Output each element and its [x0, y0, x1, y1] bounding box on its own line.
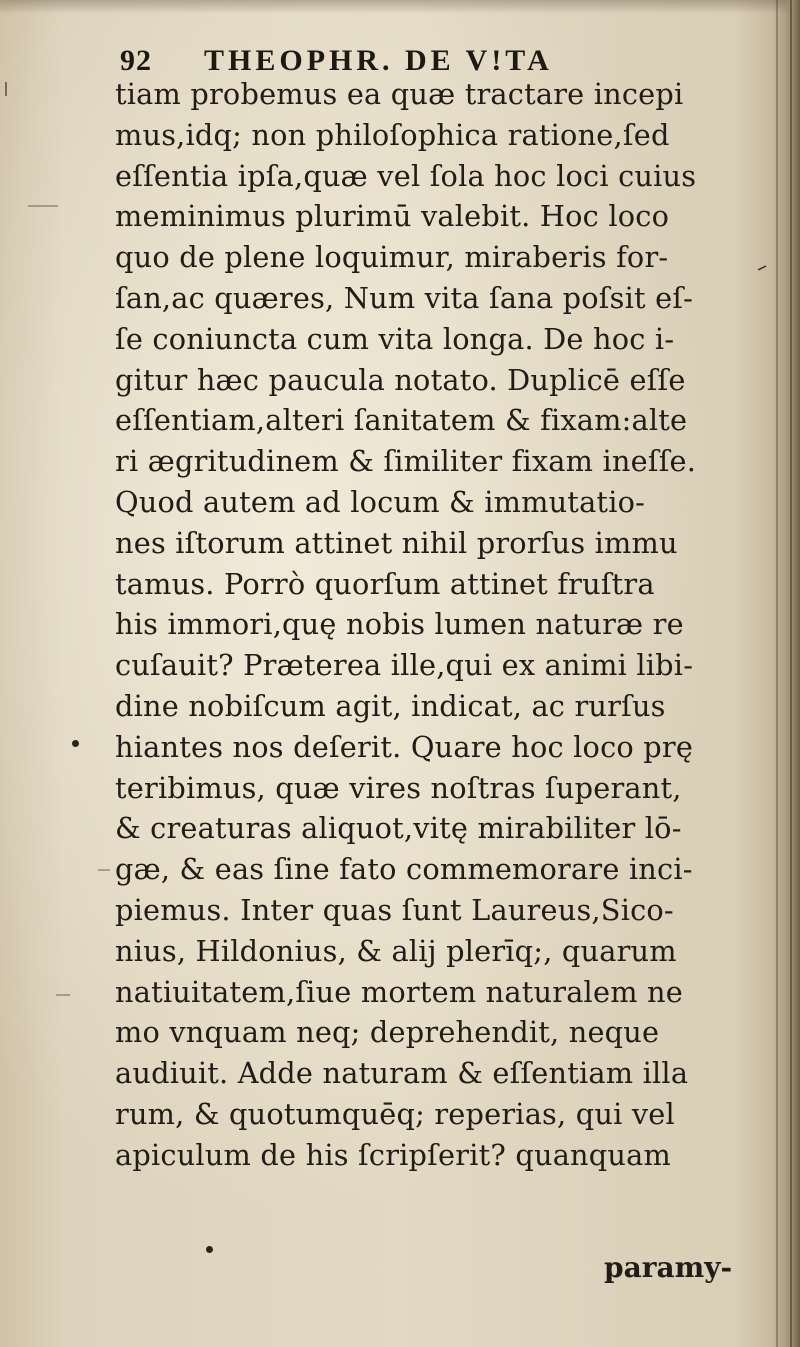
- text-line: mo vnquam neq; deprehendit, neque: [115, 1015, 660, 1050]
- text-line: ri ægritudinem & ſimiliter fixam ineſſe.: [115, 444, 697, 479]
- ink-dot: [206, 1246, 213, 1253]
- text-line: gæ, & eas ſine fato commemorare inci-: [115, 852, 693, 887]
- text-line: nius, Hildonius, & alij plerīq;, quarum: [115, 933, 677, 968]
- body-text: [115, 74, 765, 1176]
- text-line: his immori,quę nobis lumen naturæ re: [115, 607, 684, 642]
- text-line: audiuit. Adde naturam & eſſentiam illa: [115, 1056, 689, 1091]
- text-line: gitur hæc paucula notato. Duplicē eſſe: [115, 362, 686, 397]
- text-line: eſſentia ipſa,quæ vel ſola hoc loci cuius: [115, 158, 697, 193]
- text-line: tiam probemus ea quæ tractare incepi: [115, 77, 684, 111]
- text-line: meminimus plurimū valebit. Hoc loco: [115, 199, 670, 234]
- text-line: rum, & quotumquēq; reperias, qui vel: [115, 1096, 675, 1131]
- text-line: natiuitatem,ſiue mortem naturalem ne: [115, 974, 683, 1009]
- text-line: ſan,ac quæres, Num vita ſana poſsit eſ-: [115, 280, 694, 315]
- text-line: cuſauit? Præterea ille,qui ex animi libi-: [115, 648, 694, 683]
- text-line: quo de plene loquimur, miraberis for-: [115, 240, 669, 275]
- text-line: hiantes nos deſerit. Quare hoc loco prę: [115, 729, 694, 764]
- text-line: eſſentiam,alteri ſanitatem & fixam:alte: [115, 403, 688, 438]
- text-line: dine nobiſcum agit, indicat, ac rurſus: [115, 688, 666, 723]
- text-line: tamus. Porrò quorſum attinet fruſtra: [115, 566, 655, 601]
- text-line: ſe coniuncta cum vita longa. De hoc i-: [115, 321, 675, 356]
- running-title: THEOPHR. DE V!TA: [204, 44, 553, 77]
- margin-dot: [72, 740, 79, 747]
- text-line: nes iſtorum attinet nihil prorſus immu: [115, 525, 678, 560]
- catchword: paramy-: [604, 1251, 733, 1284]
- text-line: piemus. Inter quas ſunt Laureus,Sico-: [115, 892, 674, 927]
- text-line: & creaturas aliquot,vitę mirabiliter lō-: [115, 811, 682, 846]
- text-line: apiculum de his ſcripſerit? quanquam: [115, 1137, 671, 1172]
- text-line: mus,idq; non philoſophica ratione,ſed: [115, 117, 670, 152]
- page-number: 92: [120, 44, 152, 77]
- text-line: Quod autem ad locum & immutatio-: [115, 484, 646, 519]
- text-line: teribimus, quæ vires noſtras ſuperant,: [115, 770, 682, 805]
